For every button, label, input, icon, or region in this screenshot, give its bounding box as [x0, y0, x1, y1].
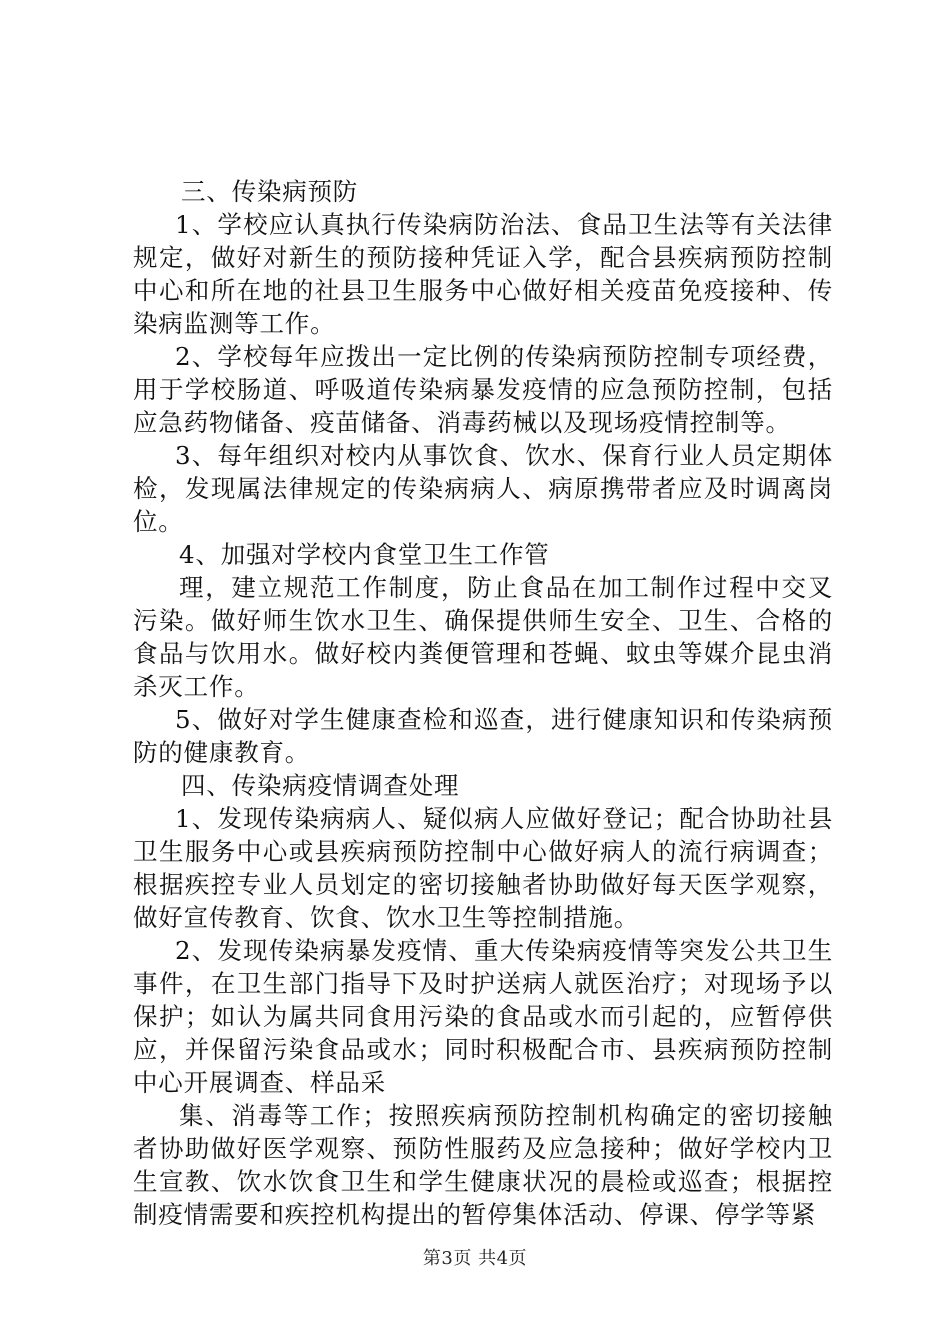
paragraph: 4、加强对学校内食堂卫生工作管: [179, 540, 550, 569]
paragraph: 3、每年组织对校内从事饮食、饮水、保育行业人员定期体检，发现属法律规定的传染病病人、病原携带者应及时调离岗位。: [133, 441, 833, 536]
paragraph: 集、消毒等工作；按照疾病预防控制机构确定的密切接触者协助做好医学观察、预防性服药及应急接种；做好学校内卫生宣教、饮水饮食卫生和学生健康状况的晨检或巡查；根据控制疫情需要和疾控机构提出的暂停集体活动、停课、停学等紧: [133, 1101, 833, 1229]
paragraph: 2、学校每年应拨出一定比例的传染病预防控制专项经费，用于学校肠道、呼吸道传染病暴发疫情的应急预防控制，包括应急药物储备、疫苗储备、消毒药械以及现场疫情控制等。: [133, 342, 833, 437]
section-heading-investigation: 四、传染病疫情调查处理: [181, 771, 460, 800]
document-body: [133, 175, 833, 1231]
section-heading-prevention: 三、传染病预防: [181, 177, 359, 206]
paragraph: 5、做好对学生健康查检和巡查，进行健康知识和传染病预防的健康教育。: [133, 705, 833, 767]
paragraph: 1、学校应认真执行传染病防治法、食品卫生法等有关法律规定，做好对新生的预防接种凭证入学，配合县疾病预防控制中心和所在地的社县卫生服务中心做好相关疫苗免疫接种、传染病监测等工作。: [133, 210, 833, 338]
paragraph: 1、发现传染病病人、疑似病人应做好登记；配合协助社县卫生服务中心或县疾病预防控制中心做好病人的流行病调查；根据疾控专业人员划定的密切接触者协助做好每天医学观察，做好宣传教育、饮食、饮水卫生等控制措施。: [133, 804, 833, 932]
page-footer: 第3页 共4页: [422, 1248, 528, 1269]
paragraph: 2、发现传染病暴发疫情、重大传染病疫情等突发公共卫生事件，在卫生部门指导下及时护送病人就医治疗；对现场予以保护；如认为属共同食用污染的食品或水而引起的，应暂停供应，并保留污染食品或水；同时积极配合市、县疾病预防控制中心开展调查、样品采: [133, 936, 833, 1097]
paragraph: 理，建立规范工作制度，防止食品在加工制作过程中交叉污染。做好师生饮水卫生、确保提供师生安全、卫生、合格的食品与饮用水。做好校内粪便管理和苍蝇、蚊虫等媒介昆虫消杀灭工作。: [133, 573, 833, 701]
